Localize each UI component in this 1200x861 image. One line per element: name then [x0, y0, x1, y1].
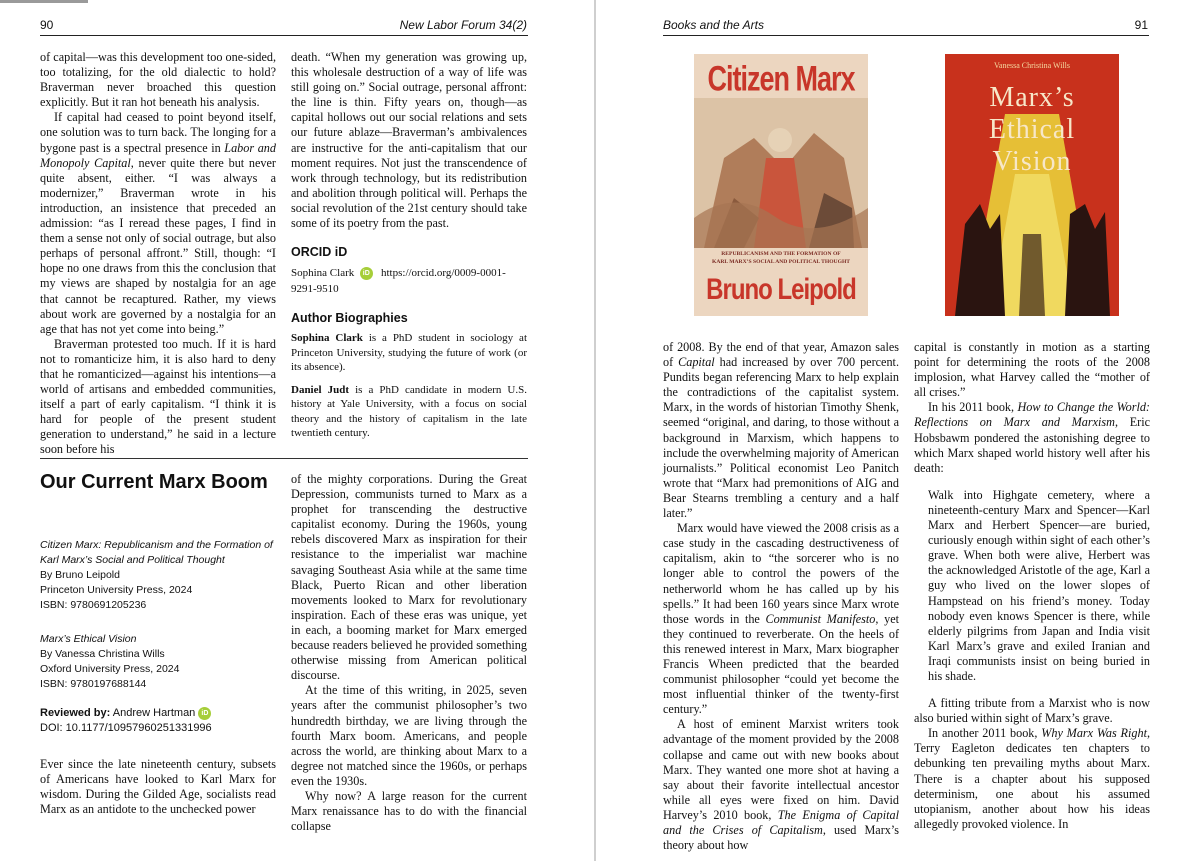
- paragraph: Why now? A large reason for the current Marx renaissance has to do with the financial collapse: [291, 788, 527, 834]
- review-meta: [40, 706, 280, 736]
- paragraph: of capital—was this development too one-sided, too totalizing, for the old dialectic to hold? Braverman never broached this question explicitly. But it ran hot beneath his analysis.: [40, 50, 276, 110]
- citizen-marx-cover: [694, 54, 868, 316]
- book1-title: Citizen Marx: Republicanism and the Formation of Karl Marx’s Social and Political Thought: [40, 539, 273, 566]
- book-title-italic: Labor and Monopoly Capital: [40, 140, 276, 170]
- paragraph: Marx would have viewed the 2008 crisis as a case study in the cascading destructiveness of capitalism, akin to “the sorcerer who is no longer able to control the powers of the netherworld whom he has called up by his spells.” It had been 160 years since Marx wrote those words in the Communist Manifesto, yet they continued to reverberate. On the heels of this renewed interest in Marx, Marx biographer Francis Wheen predicted that the bearded communist philosopher “could yet become the most influential thinker of the twenty-first century.”: [663, 521, 899, 717]
- lower-column-2: [291, 472, 527, 834]
- orcid-entry: [291, 265, 527, 297]
- paragraph: of 2008. By the end of that year, Amazon sales of Capital had increased by over 700 percent. Pundits began referencing Marx to help explain the contradictions of the capitalist system. Marx, in the words of historian Timothy Shenk, seemed “original, and daring, to those without a background in Marxism, which happens to include the overwhelming majority of American journalists.” Political economist Leo Panitch wrote that “Marx had premonitions of AIG and Bear Stearns trembling a century and a half later.”: [663, 340, 899, 521]
- cover1-author: Bruno Leipold: [706, 272, 856, 307]
- orcid-icon: iD: [198, 707, 211, 720]
- left-header-rule: [40, 35, 528, 36]
- bio-heading: Author Biographies: [291, 311, 408, 326]
- right-header-rule: [663, 35, 1149, 36]
- right-page-number: 91: [1134, 18, 1148, 32]
- paragraph: A host of eminent Marxist writers took advantage of the moment provided by the 2008 collapse and came out with new books about Marx. They wanted one more shot at having a say about their favorite intellectual ancestor while all eyes were fixed on him. David Harvey’s 2010 book, The Enigma of Capital and the Crises of Capitalism, used Marx’s theory about how: [663, 717, 900, 853]
- book1-isbn: ISBN: 9780691205236: [40, 599, 147, 611]
- right-column-2: [914, 340, 1150, 832]
- paragraph: of the mighty corporations. During the Great Depression, communists turned to Marx as a prophet for transcending the destructive capitalist economy. During the 1960s, young rebels discovered Marx as inspiration for their resistance to the imperialist war machine savaging Southeast Asia while at the same time Black, Puerto Rican and other liberation movements looked to Marx for revolutionary inspiration. Each of these eras was unique, yet in each, a booming market for Marx emerged because readers believed he provided something otherwise missing from American political discourse.: [291, 472, 527, 683]
- left-page-number: 90: [40, 18, 54, 32]
- section-title: Our Current Marx Boom: [40, 471, 268, 493]
- book2-author: By Vanessa Christina Wills: [40, 648, 165, 660]
- book1-publisher: Princeton University Press, 2024: [40, 584, 193, 596]
- book2-title: Marx’s Ethical Vision: [40, 633, 137, 645]
- paragraph: In another 2011 book, Why Marx Was Right, Terry Eagleton dedicates ten chapters to debunking ten prevailing myths about Marx. There is a chapter about his supposed determinism, one about his assumed utopianism, another about how his ideas allegedly provoked violence. In: [914, 726, 1150, 831]
- paragraph: Ever since the late nineteenth century, subsets of Americans have looked to Karl Marx for wisdom. During the Gilded Age, socialists read Marx as an antidote to the unchecked power: [40, 757, 276, 817]
- cover1-title: Citizen Marx: [707, 59, 855, 99]
- paragraph: If capital had ceased to point beyond itself, one solution was to turn back. The longing for a bygone past is a spectral presence in Labor and Monopoly Capital, never quite there but never quite absent, either. “I was always a modernizer,” Braverman wrote in his introduction, an insistence that preceded an admission: “as I reread these pages, I find in them a sense not only of social outrage, but also perhaps of personal affront.” Still, though: “I hope no one draws from this the conclusion that my views are shaped by nostalgia for an age that cannot be recaptured. Rather, my views about work are governed by a nostalgia for an age that has not yet come into being.”: [40, 110, 276, 336]
- book2-publisher: Oxford University Press, 2024: [40, 663, 180, 675]
- paragraph: Braverman protested too much. If it is hard not to romanticize him, it is also hard to deny that he romanticized—against his intentions—a world of artisans and embedded communities, itself a part of early capitalism. “I think it is hard for people of the present student generation to understand,” he said in a lecture soon before his: [40, 336, 276, 457]
- cover1-illustration: [694, 98, 868, 248]
- paragraph: capital is constantly in motion as a starting point for determining the roots of the 2008 implosion, what Harvey called the “mother of all crises.”: [914, 340, 1150, 400]
- ethical-vision-cover: [945, 54, 1119, 316]
- block-quote: Walk into Highgate cemetery, where a nineteenth-century Marx and Spencer—Karl Marx and Herbert Spencer—are buried, curiously enough within sight of each other’s grave. When both were alive, Herbert was the acknowledged Aristotle of the age, Karl a guy who lived on the lower slopes of Hampstead on his friend’s money. Today nobody even knows Spencer is there, while elderly pilgrims from Japan and India visit Karl Marx’s grave and exiled Iranian and Iraqi communists insist on being buried in his shade.: [928, 487, 1150, 683]
- right-column-1: [663, 340, 899, 853]
- orcid-heading: ORCID iD: [291, 245, 348, 260]
- book1-meta: [40, 538, 280, 613]
- left-column-1: [40, 50, 276, 458]
- paragraph: In his 2011 book, How to Change the World: Reflections on Marx and Marxism, Eric Hobsbawm pondered the astonishing degree to which Marx shaped world history well after his death:: [914, 400, 1150, 475]
- book2-meta: [40, 632, 280, 692]
- reviewer-name: Andrew Hartman: [112, 707, 196, 719]
- right-page: [596, 0, 1200, 861]
- right-running-head: Books and the Arts: [663, 18, 764, 32]
- left-running-head: New Labor Forum 34(2): [399, 18, 527, 32]
- book2-isbn: ISBN: 9780197688144: [40, 678, 147, 690]
- cover2-author: Vanessa Christina Wills: [994, 61, 1070, 70]
- top-tab-marker: [0, 0, 88, 3]
- bio-2: Daniel Judt is a PhD candidate in modern U.S. history at Yale University, with a focus on social theory and the history of capitalism in the late twentieth century.: [291, 383, 527, 440]
- lower-column-1: [40, 757, 276, 817]
- book1-author: By Bruno Leipold: [40, 569, 120, 581]
- paragraph: A fitting tribute from a Marxist who is now also buried within sight of Marx’s grave.: [914, 696, 1150, 726]
- orcid-name: Sophina Clark: [291, 267, 355, 280]
- left-column-2: [291, 50, 527, 441]
- left-page: [0, 0, 594, 861]
- cover1-subtitle: REPUBLICANISM AND THE FORMATION OF KARL MARX’S SOCIAL AND POLITICAL THOUGHT: [711, 251, 851, 265]
- orcid-link[interactable]: https://orcid.org/0009-0001-: [381, 267, 506, 280]
- reviewed-by-label: Reviewed by:: [40, 707, 111, 719]
- bio-1: Sophina Clark is a PhD student in sociology at Princeton University, studying the future of work (or its absence).: [291, 332, 527, 374]
- paragraph: At the time of this writing, in 2025, seven years after the communist philosopher’s two hundredth birthday, we are living through the fourth Marx boom. Americans, and people across the world, are thinking about Marx to a degree not matched since the 1960s, or perhaps even the 1930s.: [291, 683, 527, 788]
- doi: DOI: 10.1177/10957960251331996: [40, 722, 212, 734]
- section-divider: [40, 458, 528, 459]
- orcid-link-cont[interactable]: 9291-9510: [291, 283, 339, 296]
- cover2-title: Marx’s Ethical Vision: [988, 82, 1076, 177]
- orcid-icon: iD: [360, 267, 373, 280]
- paragraph: death. “When my generation was growing up, this wholesale destruction of a way of life was still going on.” Social outrage, personal affront: the line is thin. Fifty years on, though—as capital hollows out our social relations and sets our future ablaze—Braverman’s ambivalences are instructive for the anti-capitalism that our moment requires. Not just the transcendence of work through technology, but its redistribution and abolition through political will. Perhaps the social revolution of the 21st century should take some of its poetry from the past.: [291, 50, 527, 231]
